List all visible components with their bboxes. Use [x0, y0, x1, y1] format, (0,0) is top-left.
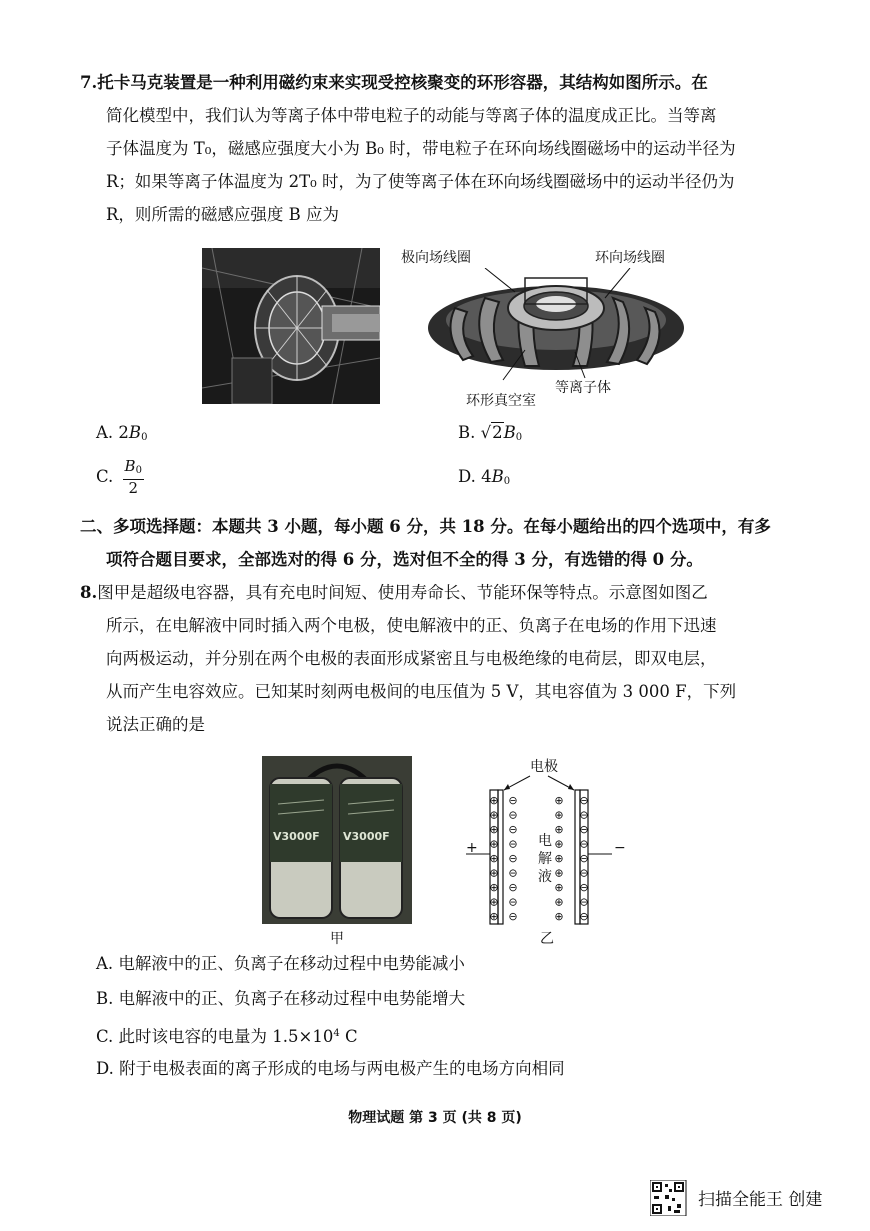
q7-line-4: R；如果等离子体温度为 2T₀ 时，为了使等离子体在环向场线圈磁场中的运动半径仍为: [106, 172, 735, 191]
electrode-negative-charge: ⊖: [579, 823, 589, 836]
electrode-positive-charge: ⊕: [489, 910, 499, 923]
caption-yi: 乙: [540, 931, 554, 947]
q8-option-d: D. 附于电极表面的离子形成的电场与两电极产生的电场方向相同: [96, 1059, 565, 1078]
anion-layer-mark: ⊖: [508, 837, 518, 851]
cation-layer-mark: ⊕: [554, 910, 564, 923]
question-8: [80, 576, 810, 741]
electrode-positive-charge: ⊕: [489, 837, 499, 851]
electrode-negative-charge: ⊖: [579, 895, 589, 909]
q8-line-5: 说法正确的是: [106, 715, 205, 734]
cation-layer-mark: ⊕: [554, 895, 564, 909]
cation-layer-mark: ⊕: [554, 823, 564, 836]
anion-layer-mark: ⊖: [508, 823, 518, 836]
q8-option-b: B. 电解液中的正、负离子在移动过程中电势能增大: [96, 989, 466, 1008]
electrode-negative-charge: ⊖: [579, 866, 589, 880]
question-7: [80, 66, 810, 231]
double-layer-diagram: [462, 758, 612, 928]
label-plasma: 等离子体: [555, 380, 611, 396]
q8-line-3: 向两极运动，并分别在两个电极的表面形成紧密且与电极绝缘的电荷层，即双电层，: [106, 649, 717, 668]
label-negative-terminal: −: [614, 840, 626, 856]
q8-line-1: 8.图甲是超级电容器，具有充电时间短、使用寿命长、节能环保等特点。示意图如图乙: [80, 583, 708, 602]
tokamak-photo: [202, 248, 380, 404]
tokamak-diagram: [425, 268, 687, 383]
electrode-positive-charge: ⊕: [489, 823, 499, 836]
q7-option-b: B. $√2B_0$: [458, 419, 522, 452]
label-toroidal-coil: 环向场线圈: [595, 250, 665, 266]
scanner-watermark-text: 扫描全能王 创建: [698, 1190, 823, 1210]
label-vacuum-chamber: 环形真空室: [466, 393, 536, 409]
anion-layer-mark: ⊖: [508, 852, 518, 865]
electrode-positive-charge: ⊕: [489, 881, 499, 894]
electrode-positive-charge: ⊕: [489, 895, 499, 909]
cation-layer-mark: ⊕: [554, 852, 564, 865]
cation-layer-mark: ⊕: [554, 794, 564, 807]
q7-number: 7.: [80, 73, 98, 92]
electrode-negative-charge: ⊖: [579, 808, 589, 822]
cation-layer-mark: ⊕: [554, 808, 564, 822]
q8-option-a: A. 电解液中的正、负离子在移动过程中电势能减小: [96, 954, 465, 973]
scanner-watermark: [650, 1180, 860, 1216]
fraction: $\frac{B_0}{2}$: [124, 457, 142, 497]
q7-option-a: A. $2B_0$: [96, 423, 148, 443]
capacitor-model-right: V3000F: [343, 830, 390, 843]
anion-layer-mark: ⊖: [508, 808, 518, 822]
electrode-positive-charge: ⊕: [489, 808, 499, 822]
label-electrolyte: 电 解 液: [538, 833, 552, 885]
anion-layer-mark: ⊖: [508, 866, 518, 880]
qr-code-icon: [650, 1180, 690, 1216]
anion-layer-mark: ⊖: [508, 881, 518, 894]
page-footer: 物理试题 第 3 页 (共 8 页): [348, 1110, 522, 1126]
q8-line-2: 所示，在电解液中同时插入两个电极，使电解液中的正、负离子在电场的作用下迅速: [106, 616, 717, 635]
anion-layer-mark: ⊖: [508, 895, 518, 909]
q8-line-4: 从而产生电容效应。已知某时刻两电极间的电压值为 5 V，其电容值为 3 000 F，下列: [106, 682, 737, 701]
cation-layer-mark: ⊕: [554, 866, 564, 880]
electrode-positive-charge: ⊕: [489, 866, 499, 880]
q7-option-c: C. $\frac{B_0}{2}$: [96, 457, 142, 497]
electrode-negative-charge: ⊖: [579, 910, 589, 923]
electrode-positive-charge: ⊕: [489, 852, 499, 865]
caption-jia: 甲: [330, 931, 344, 947]
q7-line-3: 子体温度为 T₀，磁感应强度大小为 B₀ 时，带电粒子在环向场线圈磁场中的运动半径为: [106, 139, 736, 158]
q7-option-d: D. $4B_0$: [458, 467, 511, 487]
q7-line-5: R，则所需的磁感应强度 B 应为: [106, 205, 340, 224]
label-positive-terminal: +: [466, 840, 478, 856]
electrode-positive-charge: ⊕: [489, 794, 499, 807]
q7-line-1: 7.托卡马克装置是一种利用磁约束来实现受控核聚变的环形容器，其结构如图所示。在: [80, 73, 708, 92]
sqrt-symbol: √2: [480, 423, 503, 442]
electrode-negative-charge: ⊖: [579, 794, 589, 807]
anion-layer-mark: ⊖: [508, 794, 518, 807]
label-electrode: 电极: [530, 759, 558, 775]
q7-line-2: 简化模型中，我们认为等离子体中带电粒子的动能与等离子体的温度成正比。当等离: [106, 106, 717, 125]
label-poloidal-coil: 极向场线圈: [401, 250, 471, 266]
electrode-negative-charge: ⊖: [579, 852, 589, 865]
electrode-negative-charge: ⊖: [579, 881, 589, 894]
anion-layer-mark: ⊖: [508, 910, 518, 923]
capacitor-model-left: V3000F: [273, 830, 320, 843]
cation-layer-mark: ⊕: [554, 881, 564, 894]
electrode-negative-charge: ⊖: [579, 837, 589, 851]
cation-layer-mark: ⊕: [554, 837, 564, 851]
q8-option-c: C. 此时该电容的电量为 $1.5\times 10^4$ C: [96, 1027, 358, 1046]
q8-number: 8.: [80, 583, 98, 602]
section-2-heading: 二、多项选择题：本题共 3 小题，每小题 6 分，共 18 分。在每小题给出的四个选项中，有多 项符合题目要求，全部选对的得 6 分，选对但不全的得 3 分，有选错的得 0 分。: [80, 517, 771, 569]
